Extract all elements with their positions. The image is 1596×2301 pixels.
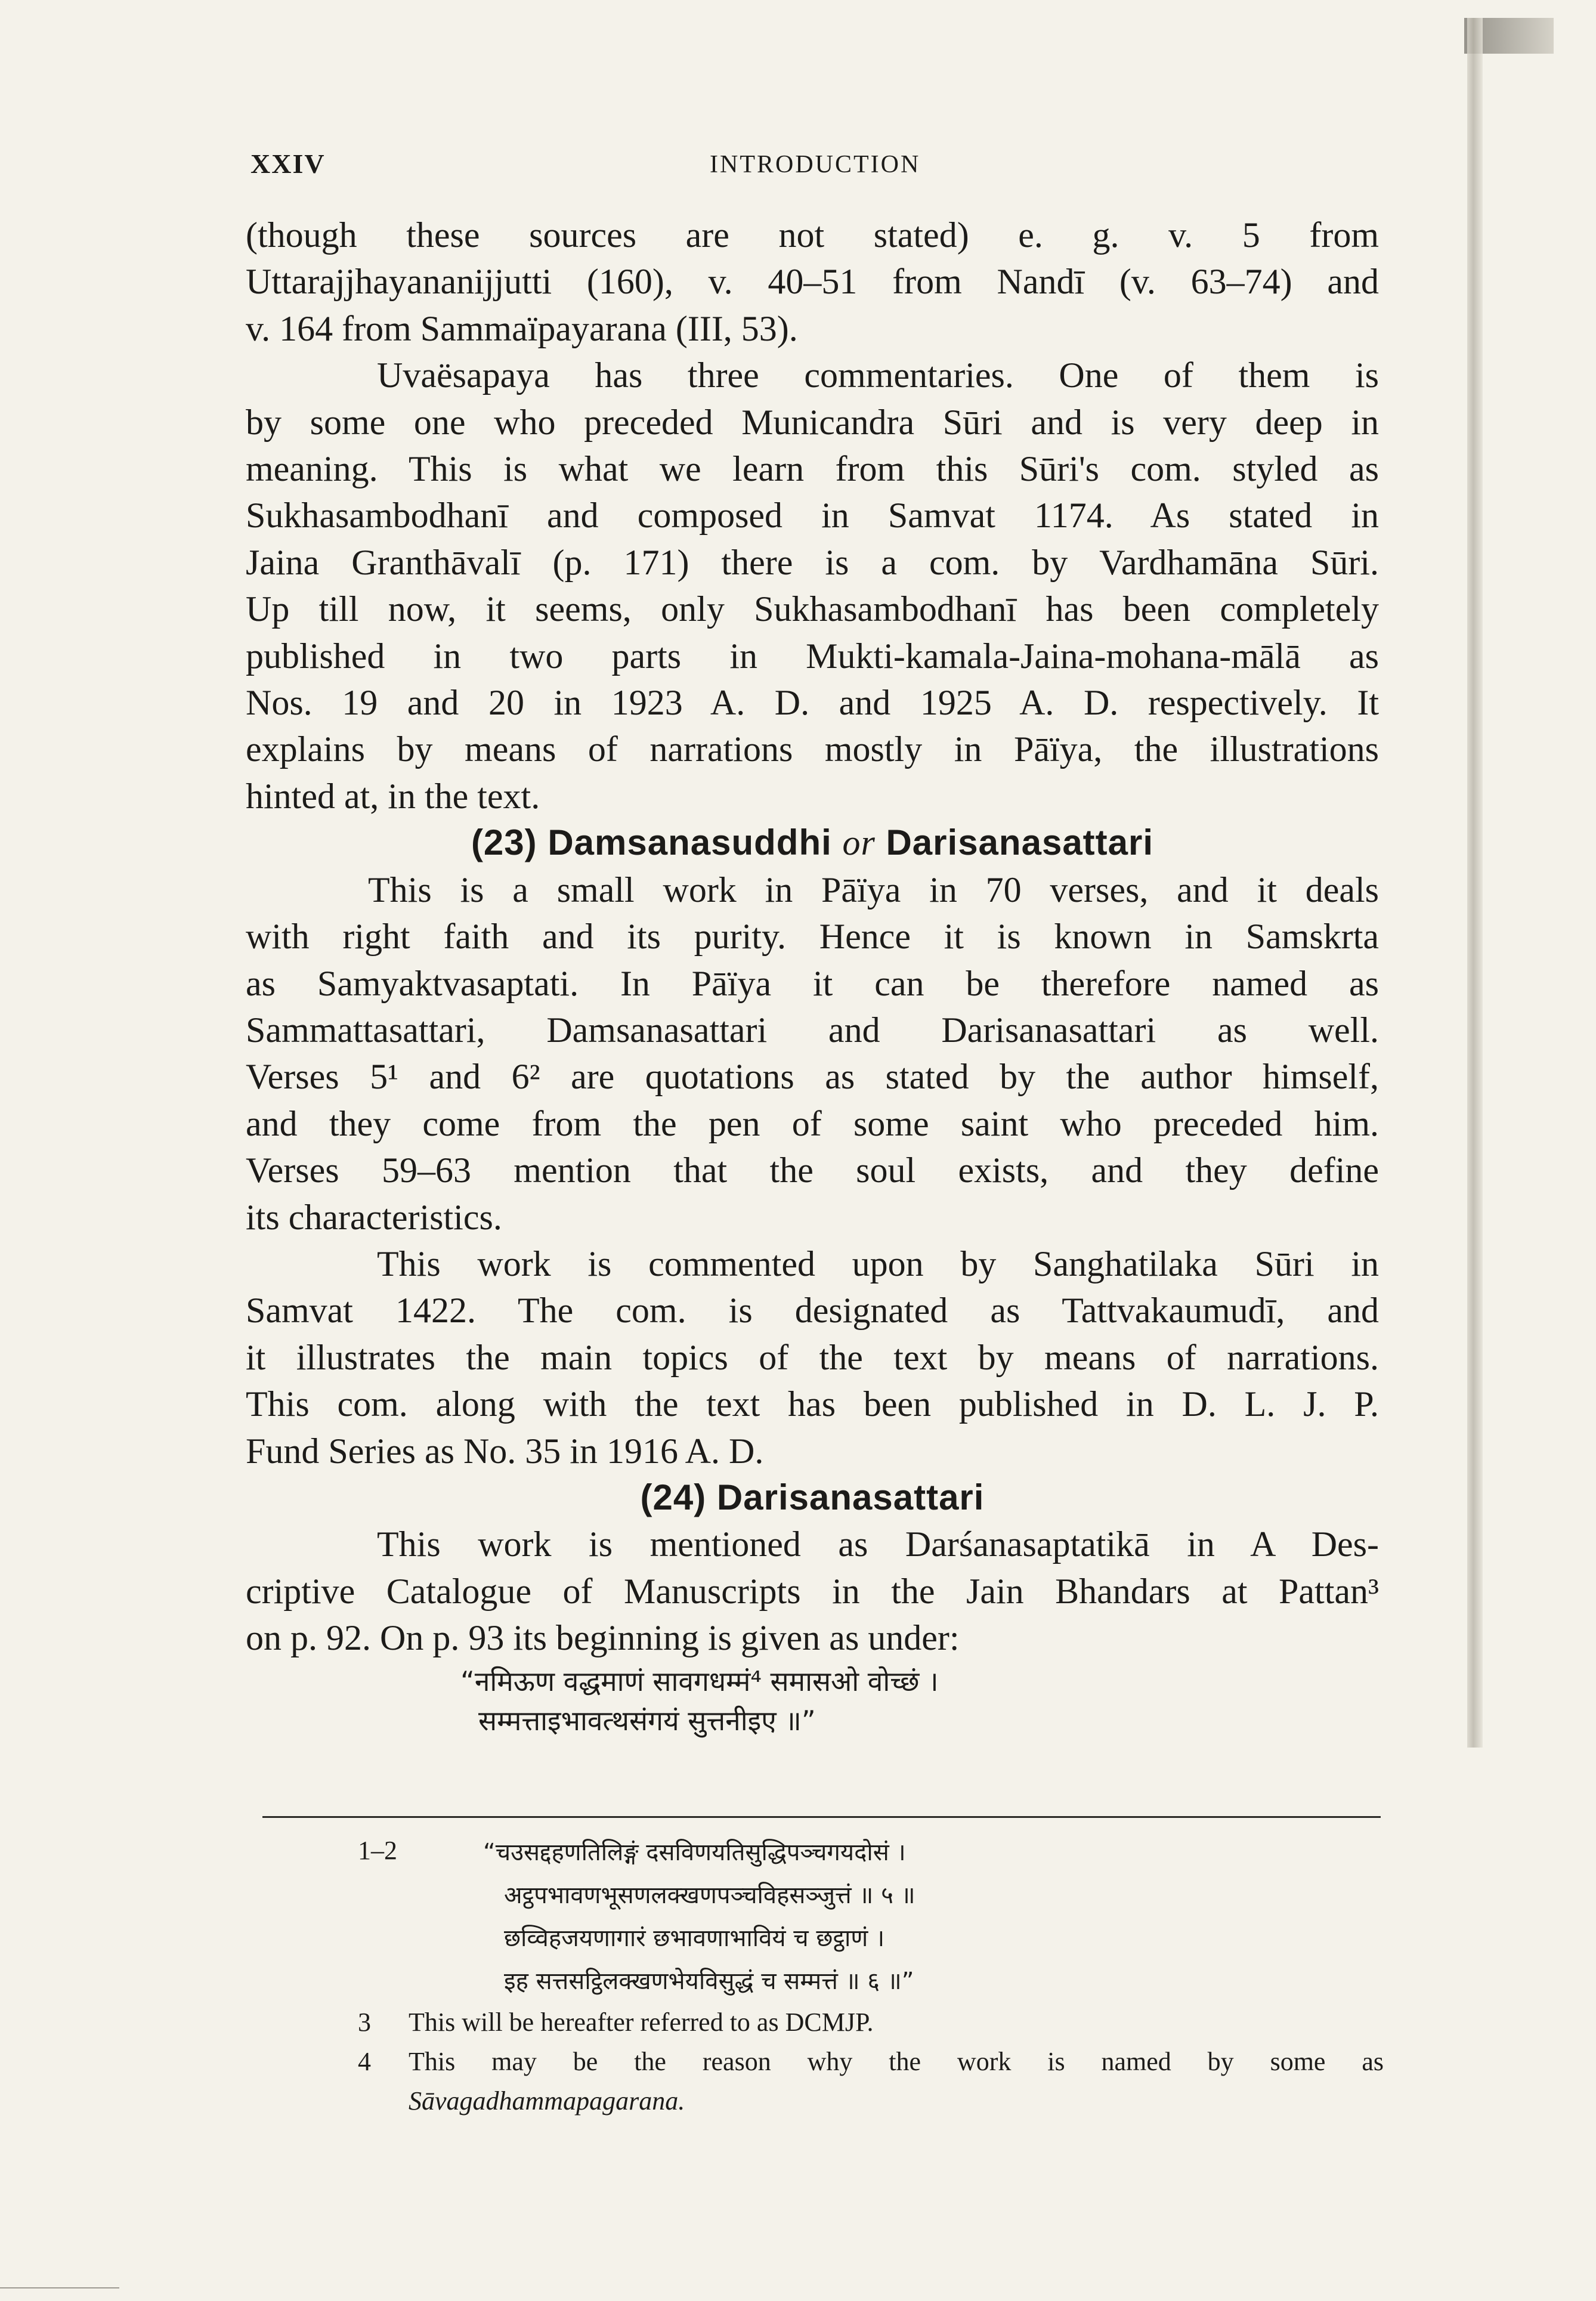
text-line: criptive Catalogue of Manuscripts in the Jain Bhandars at Pattan³ — [246, 1571, 1379, 1611]
footnote-marker: 3 — [358, 2008, 371, 2037]
text-line: its characteristics. — [246, 1197, 502, 1237]
text-line: explains by means of narrations mostly in Pāïya, the illustrations — [246, 729, 1379, 769]
text-line: on p. 92. On p. 93 its beginning is given as under: — [246, 1618, 960, 1658]
quoted-verse-line: सम्मत्ताइभावत्थसंगयं सुत्तनीइए ॥” — [478, 1704, 816, 1737]
text-line: Jaina Granthāvalī (p. 171) there is a com. by Vardhamāna Sūri. — [246, 542, 1379, 582]
footnote-text: This will be hereafter referred to as DCMJP. — [409, 2008, 874, 2037]
text-line: Verses 5¹ and 6² are quotations as stated by the author himself, — [246, 1057, 1379, 1097]
text-line: Uttarajjhayananijjutti (160), v. 40–51 from Nandī (v. 63–74) and — [246, 262, 1379, 302]
binding-strip — [1467, 18, 1483, 1748]
footnote-text: This may be the reason why the work is named by some as — [409, 2047, 1384, 2076]
text-line: and they come from the pen of some saint who preceded him. — [246, 1103, 1379, 1143]
section-heading-24 — [246, 1474, 1379, 1521]
heading-number: (24) — [640, 1477, 707, 1517]
text-line: Fund Series as No. 35 in 1916 A. D. — [246, 1431, 764, 1471]
footnote-verse-line: अट्ठपभावणभूसणलक्खणपञ्चविहसञ्जुत्तं ॥ ५ ॥ — [504, 1882, 915, 1909]
footnote-marker: 1–2 — [358, 1836, 397, 1865]
text-line: Sukhasambodhanī and composed in Samvat 1174. As stated in — [246, 496, 1379, 536]
main-text — [246, 212, 1379, 1740]
running-head — [250, 148, 1384, 190]
footnote-text: Sāvagadhammapagarana. — [409, 2086, 685, 2116]
quoted-verse-line: “नमिऊण वद्धमाणं सावगधम्मं⁴ समासओ वोच्छं । — [460, 1665, 939, 1697]
footnote-marker: 4 — [358, 2047, 371, 2076]
text-line: This com. along with the text has been published in D. L. J. P. — [246, 1384, 1379, 1424]
text-line: meaning. This is what we learn from this Sūri's com. styled as — [246, 449, 1379, 489]
footnote-4 — [334, 2042, 1384, 2121]
text-line: This is a small work in Pāïya in 70 verses, and it deals — [368, 870, 1379, 910]
footnotes — [334, 1831, 1384, 2121]
footnote-verse-line: इह सत्तसट्ठिलक्खणभेयविसुद्धं च सम्मत्तं ॥ ६ ॥” — [504, 1968, 914, 1995]
text-line: Sammattasattari, Damsanasattari and Darisanasattari as well. — [246, 1010, 1379, 1050]
text-line: with right faith and its purity. Hence it is known in Samskrta — [246, 917, 1379, 957]
running-title: INTRODUCTION — [710, 151, 921, 178]
scan-edge-line — [0, 2287, 119, 2288]
text-line: v. 164 from Sammaïpayarana (III, 53). — [246, 308, 798, 348]
text-line: Samvat 1422. The com. is designated as Tattvakaumudī, and — [246, 1291, 1379, 1331]
section-heading-23 — [246, 819, 1379, 866]
text-line: This work is mentioned as Darśanasaptatikā in A Des- — [377, 1524, 1379, 1564]
footnote-3 — [334, 2003, 1384, 2042]
text-line: Verses 59–63 mention that the soul exists, and they define — [246, 1150, 1379, 1190]
text-line: by some one who preceded Municandra Sūri and is very deep in — [246, 402, 1379, 442]
text-line: (though these sources are not stated) e. g. v. 5 from — [246, 215, 1379, 255]
text-line: Up till now, it seems, only Sukhasambodhanī has been completely — [246, 589, 1379, 629]
text-line: Nos. 19 and 20 in 1923 A. D. and 1925 A. D. respectively. It — [246, 683, 1379, 723]
heading-or: or — [842, 823, 876, 863]
footnote-verse-line: छव्विहजयणागारं छभावणाभावियं च छट्ठाणं । — [504, 1925, 885, 1952]
page-number: XXIV — [250, 149, 326, 179]
heading-title: Damsanasuddhi — [548, 822, 832, 863]
footnote-verse-line: “चउसद्दहणतिलिङ्गं दसविणयतिसुद्धिपञ्चगयदोसं । — [483, 1839, 906, 1866]
heading-title: Darisanasattari — [716, 1477, 985, 1517]
heading-number: (23) — [471, 822, 537, 863]
text-line: hinted at, in the text. — [246, 776, 540, 816]
heading-title-alt: Darisanasattari — [886, 822, 1154, 863]
footnote-1-2 — [334, 1831, 1384, 2003]
footnote-rule — [262, 1816, 1381, 1818]
text-line: as Samyaktvasaptati. In Pāïya it can be therefore named as — [246, 963, 1379, 1003]
text-line: published in two parts in Mukti-kamala-Jaina-mohana-mālā as — [246, 636, 1379, 676]
text-line: This work is commented upon by Sanghatilaka Sūri in — [377, 1244, 1379, 1284]
text-line: it illustrates the main topics of the text by means of narrations. — [246, 1337, 1379, 1377]
text-line: Uvaësapaya has three commentaries. One of them is — [377, 355, 1379, 395]
